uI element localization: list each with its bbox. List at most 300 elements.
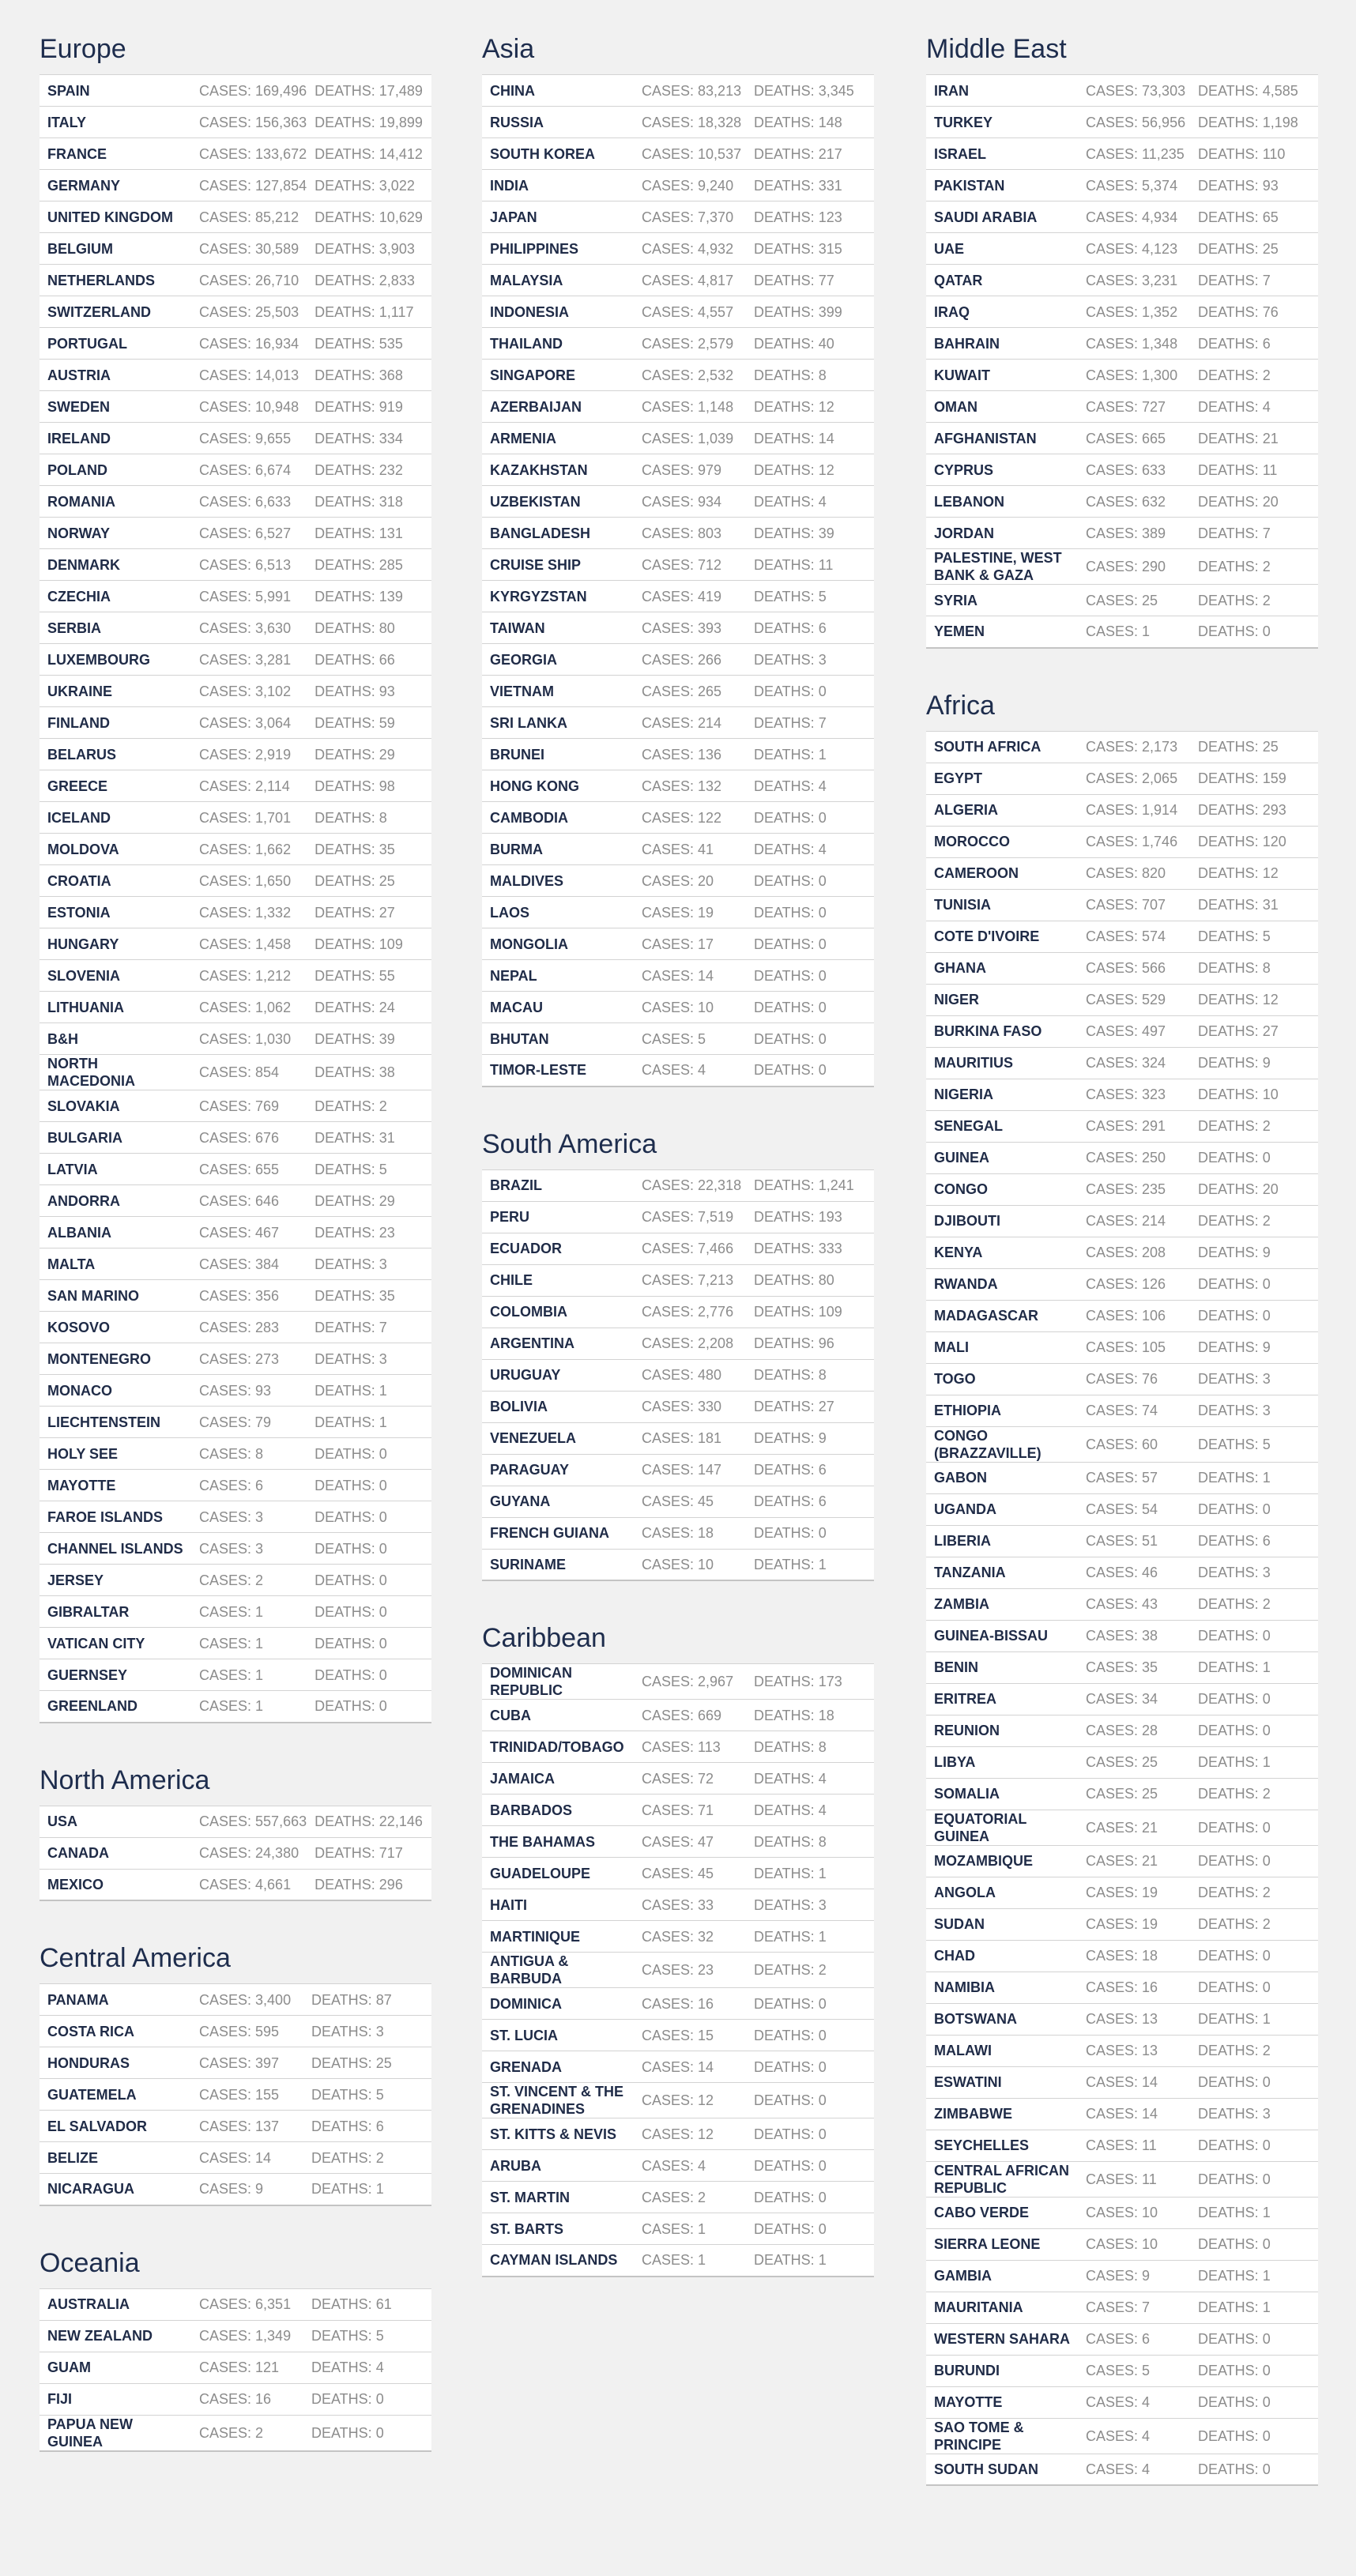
cases-value: 25: [1142, 1754, 1158, 1770]
table-row: [926, 1015, 1318, 1047]
cases-cell: [191, 865, 315, 897]
table-row: [926, 1908, 1318, 1940]
cases-label: CASES:: [199, 2181, 256, 2198]
cases-cell: [1078, 889, 1198, 921]
deaths-label: DEATHS:: [315, 967, 379, 984]
deaths-cell: [1198, 1746, 1318, 1778]
cases-value: 7: [1142, 2299, 1151, 2315]
cases-cell: [1078, 518, 1198, 549]
table-row: [926, 1746, 1318, 1778]
table-row: [40, 1154, 431, 1185]
deaths-value: 2: [1262, 1213, 1271, 1229]
country-name: BOTSWANA: [934, 2011, 1017, 2027]
table-row: [926, 585, 1318, 616]
deaths-cell: [315, 486, 431, 518]
cases-value: 2: [698, 2189, 706, 2205]
cases-label: CASES:: [199, 1813, 256, 1829]
deaths-cell: [1198, 2386, 1318, 2418]
table-row: [40, 739, 431, 770]
deaths-cell: [315, 834, 431, 865]
deaths-label: DEATHS:: [1198, 1213, 1263, 1229]
deaths-value: 0: [379, 1572, 387, 1588]
cases-value: 330: [698, 1399, 722, 1414]
country-name: ARGENTINA: [490, 1335, 574, 1351]
cases-label: CASES:: [199, 1350, 256, 1367]
table-row: [482, 518, 874, 549]
cases-cell: [634, 1486, 754, 1517]
cases-label: CASES:: [1086, 2205, 1143, 2220]
country-name: CENTRAL AFRICAN REPUBLIC: [934, 2162, 1069, 2196]
cases-value: 25: [1142, 1786, 1158, 1802]
cases-cell: [634, 1953, 754, 1988]
deaths-label: DEATHS:: [1198, 834, 1263, 849]
deaths-cell: [754, 391, 874, 423]
table-row: [40, 770, 431, 802]
table-row: [482, 1201, 874, 1233]
deaths-label: DEATHS:: [754, 2252, 819, 2269]
deaths-cell: [315, 170, 431, 201]
deaths-value: 1: [1262, 1754, 1271, 1770]
table-row: [482, 1169, 874, 1201]
cases-label: CASES:: [199, 1161, 256, 1177]
cases-cell: [191, 1217, 315, 1248]
cases-label: CASES:: [642, 746, 699, 763]
table-row: [40, 170, 431, 201]
cases-value: 11: [1142, 2137, 1157, 2153]
deaths-cell: [754, 2182, 874, 2213]
cases-cell: [191, 581, 315, 612]
cases-cell: [191, 1154, 315, 1185]
cases-label: CASES:: [199, 2328, 256, 2344]
deaths-label: DEATHS:: [1198, 2236, 1263, 2252]
cases-cell: [1078, 1715, 1198, 1746]
cases-label: CASES:: [1086, 1853, 1143, 1869]
deaths-label: DEATHS:: [754, 461, 819, 478]
cases-value: 13: [1142, 2043, 1158, 2058]
cases-label: CASES:: [642, 1995, 699, 2012]
column-middle: [482, 30, 874, 2315]
table-row: [926, 763, 1318, 794]
deaths-value: 20: [1262, 1181, 1279, 1197]
country-name: MACAU: [490, 999, 543, 1015]
country-name: TIMOR-LESTE: [490, 1062, 586, 1079]
cases-value: 2: [255, 1572, 264, 1588]
cases-value: 14: [698, 967, 714, 984]
deaths-cell: [754, 1264, 874, 1296]
cases-value: 14: [1142, 2074, 1158, 2090]
cases-value: 1,458: [255, 936, 292, 952]
cases-label: CASES:: [642, 809, 699, 826]
country-name: LIBERIA: [934, 1533, 991, 1549]
country-name: SIERRA LEONE: [934, 2236, 1041, 2252]
column-right: [926, 30, 1318, 2524]
deaths-value: 55: [379, 967, 395, 984]
deaths-label: DEATHS:: [1198, 209, 1263, 225]
deaths-label: DEATHS:: [1198, 367, 1263, 383]
country-name: ISRAEL: [934, 145, 987, 162]
cases-label: CASES:: [1086, 240, 1143, 257]
deaths-cell: [315, 612, 431, 644]
deaths-label: DEATHS:: [315, 1876, 379, 1892]
deaths-cell: [1198, 731, 1318, 763]
cases-value: 676: [255, 1129, 280, 1146]
deaths-value: 1,117: [379, 303, 414, 320]
cases-value: 646: [255, 1192, 280, 1209]
deaths-label: DEATHS:: [1198, 2363, 1263, 2378]
cases-cell: [1078, 423, 1198, 454]
table-row: [482, 170, 874, 201]
deaths-value: 66: [379, 651, 395, 668]
cases-value: 51: [1142, 1533, 1158, 1549]
cases-value: 208: [1142, 1245, 1166, 1260]
cases-cell: [1078, 1300, 1198, 1331]
deaths-label: DEATHS:: [754, 2157, 819, 2174]
table-row: [482, 1517, 874, 1549]
deaths-cell: [754, 1763, 874, 1795]
table-row: [40, 2142, 431, 2174]
deaths-cell: [754, 1953, 874, 1988]
cases-value: 4: [698, 1062, 706, 1079]
deaths-label: DEATHS:: [1198, 1436, 1263, 1452]
cases-label: CASES:: [642, 2220, 699, 2237]
cases-cell: [1078, 170, 1198, 201]
cases-label: CASES:: [1086, 2427, 1143, 2444]
deaths-cell: [1198, 1525, 1318, 1557]
deaths-value: 5: [818, 588, 827, 604]
cases-cell: [634, 2245, 754, 2277]
cases-value: 934: [698, 493, 722, 510]
table-row: [40, 2047, 431, 2079]
deaths-label: DEATHS:: [754, 2126, 819, 2142]
cases-label: CASES:: [1086, 1118, 1143, 1134]
cases-cell: [1078, 763, 1198, 794]
country-name: GUAM: [47, 2359, 91, 2375]
cases-cell: [1078, 2355, 1198, 2386]
deaths-value: 123: [818, 209, 842, 225]
cases-value: 73,303: [1142, 82, 1186, 99]
deaths-value: 0: [1262, 1150, 1271, 1166]
cases-label: CASES:: [1086, 1596, 1143, 1612]
deaths-label: DEATHS:: [315, 461, 379, 478]
cases-cell: [634, 2020, 754, 2051]
table-row: [926, 731, 1318, 763]
table-row: [482, 707, 874, 739]
cases-label: CASES:: [642, 2027, 699, 2043]
country-name: GUYANA: [490, 1493, 551, 1509]
deaths-cell: [754, 865, 874, 897]
cases-value: 2,532: [698, 367, 734, 383]
cases-value: 1: [698, 2220, 706, 2237]
cases-label: CASES:: [1086, 592, 1143, 608]
deaths-label: DEATHS:: [1198, 739, 1263, 755]
table-row: [926, 984, 1318, 1015]
deaths-cell: [1198, 921, 1318, 952]
deaths-value: 21: [1262, 430, 1279, 446]
country-table: [926, 74, 1318, 649]
deaths-value: 0: [818, 2157, 827, 2174]
deaths-label: DEATHS:: [315, 1666, 379, 1683]
cases-label: CASES:: [199, 1572, 256, 1588]
table-row: [926, 1300, 1318, 1331]
cases-value: 5,374: [1142, 177, 1178, 194]
cases-cell: [634, 897, 754, 928]
table-row: [926, 1588, 1318, 1620]
cases-label: CASES:: [199, 335, 256, 352]
deaths-cell: [311, 2288, 431, 2320]
deaths-cell: [315, 1343, 431, 1375]
cases-label: CASES:: [199, 809, 256, 826]
deaths-cell: [1198, 1588, 1318, 1620]
country-name: MONACO: [47, 1382, 112, 1399]
deaths-value: 0: [379, 1698, 387, 1715]
cases-cell: [634, 676, 754, 707]
cases-label: CASES:: [642, 1674, 699, 1689]
region-title: North America: [40, 1764, 210, 1795]
cases-cell: [1078, 1588, 1198, 1620]
cases-cell: [634, 865, 754, 897]
region-middle-east: [926, 30, 1318, 649]
deaths-label: DEATHS:: [1198, 114, 1263, 130]
table-row: [40, 265, 431, 296]
cases-label: CASES:: [199, 936, 256, 952]
deaths-value: 8: [818, 1738, 827, 1755]
cases-label: CASES:: [1086, 1628, 1143, 1644]
cases-cell: [634, 1264, 754, 1296]
table-row: [926, 2418, 1318, 2454]
table-row: [40, 865, 431, 897]
deaths-label: DEATHS:: [315, 620, 379, 636]
table-row: [926, 2066, 1318, 2098]
cases-label: CASES:: [199, 1129, 256, 1146]
country-name: DJIBOUTI: [934, 1213, 1001, 1229]
cases-cell: [191, 1869, 315, 1900]
deaths-cell: [1198, 2292, 1318, 2323]
cases-cell: [191, 802, 315, 834]
deaths-cell: [311, 2016, 431, 2047]
deaths-label: DEATHS:: [1198, 1055, 1263, 1071]
deaths-value: 77: [818, 272, 834, 288]
deaths-cell: [754, 296, 874, 328]
cases-label: CASES:: [199, 303, 256, 320]
deaths-value: 399: [818, 303, 842, 320]
table-row: [926, 1142, 1318, 1173]
deaths-value: 333: [818, 1241, 842, 1256]
deaths-label: DEATHS:: [754, 145, 819, 162]
country-name: ST. LUCIA: [490, 2027, 559, 2043]
region-title: Oceania: [40, 2247, 140, 2278]
deaths-value: 109: [818, 1304, 842, 1320]
table-row: [482, 1359, 874, 1391]
deaths-label: DEATHS:: [1198, 2074, 1263, 2090]
deaths-label: DEATHS:: [315, 1635, 379, 1651]
cases-value: 46: [1142, 1565, 1158, 1580]
cases-cell: [634, 1664, 754, 1700]
table-row: [482, 1422, 874, 1454]
country-name: NETHERLANDS: [47, 272, 156, 288]
deaths-label: DEATHS:: [311, 2424, 376, 2441]
cases-cell: [191, 2142, 311, 2174]
deaths-value: 22,146: [379, 1813, 423, 1829]
deaths-cell: [315, 1596, 431, 1628]
region-north-america: [40, 1761, 431, 1902]
cases-cell: [191, 644, 315, 676]
deaths-label: DEATHS:: [1198, 960, 1263, 976]
deaths-cell: [1198, 1015, 1318, 1047]
deaths-label: DEATHS:: [1198, 1245, 1263, 1260]
country-name: UKRAINE: [47, 683, 113, 699]
cases-cell: [634, 1422, 754, 1454]
deaths-value: 39: [818, 525, 834, 541]
table-row: [40, 486, 431, 518]
cases-value: 71: [698, 1802, 714, 1818]
cases-label: CASES:: [642, 841, 699, 857]
deaths-value: 0: [1262, 1691, 1271, 1707]
table-row: [926, 1395, 1318, 1426]
deaths-value: 0: [1262, 2074, 1271, 2090]
table-row: [926, 391, 1318, 423]
deaths-label: DEATHS:: [315, 809, 379, 826]
cases-value: 1,662: [255, 841, 292, 857]
deaths-value: 3: [379, 1350, 387, 1367]
deaths-label: DEATHS:: [754, 1770, 819, 1787]
deaths-label: DEATHS:: [1198, 1659, 1263, 1675]
cases-label: CASES:: [642, 1030, 699, 1047]
country-name: MAYOTTE: [47, 1477, 116, 1493]
cases-value: 74: [1142, 1403, 1158, 1418]
deaths-label: DEATHS:: [315, 588, 379, 604]
cases-value: 4: [1142, 2394, 1151, 2410]
deaths-cell: [315, 644, 431, 676]
deaths-cell: [1198, 170, 1318, 201]
cases-cell: [1078, 1142, 1198, 1173]
deaths-cell: [754, 1664, 874, 1700]
deaths-value: 0: [379, 1477, 387, 1493]
cases-value: 6,351: [255, 2296, 292, 2312]
country-name: MALDIVES: [490, 872, 564, 889]
cases-cell: [191, 1691, 315, 1723]
table-row: [926, 328, 1318, 360]
cases-cell: [1078, 2323, 1198, 2355]
deaths-cell: [1198, 1778, 1318, 1810]
deaths-value: 0: [375, 2391, 384, 2407]
cases-cell: [1078, 2197, 1198, 2228]
country-name: CYPRUS: [934, 461, 994, 478]
deaths-cell: [754, 707, 874, 739]
cases-label: CASES:: [642, 588, 699, 604]
cases-label: CASES:: [199, 1876, 256, 1892]
deaths-cell: [1198, 328, 1318, 360]
country-name: COTE D'IVOIRE: [934, 928, 1040, 944]
cases-value: 18: [698, 1525, 714, 1541]
table-row: [926, 1110, 1318, 1142]
table-row: [926, 2454, 1318, 2485]
cases-label: CASES:: [1086, 1213, 1143, 1229]
deaths-cell: [1198, 616, 1318, 648]
cases-label: CASES:: [199, 240, 256, 257]
deaths-cell: [1198, 1079, 1318, 1110]
cases-label: CASES:: [1086, 802, 1143, 818]
cases-value: 290: [1142, 559, 1166, 574]
deaths-label: DEATHS:: [1198, 592, 1263, 608]
cases-label: CASES:: [1086, 1819, 1143, 1836]
deaths-value: 24: [379, 999, 395, 1015]
country-name: LATVIA: [47, 1161, 98, 1177]
deaths-cell: [1198, 857, 1318, 889]
cases-cell: [1078, 1331, 1198, 1363]
cases-label: CASES:: [199, 209, 256, 225]
cases-label: CASES:: [199, 1256, 256, 1272]
cases-value: 655: [255, 1161, 280, 1177]
cases-value: 19: [1142, 1916, 1158, 1932]
deaths-label: DEATHS:: [754, 1493, 819, 1509]
deaths-cell: [315, 1055, 431, 1090]
cases-cell: [1078, 1908, 1198, 1940]
table-row: [926, 1173, 1318, 1205]
deaths-cell: [1198, 2323, 1318, 2355]
deaths-label: DEATHS:: [315, 841, 379, 857]
deaths-label: DEATHS:: [1198, 865, 1263, 881]
deaths-cell: [315, 1470, 431, 1501]
deaths-cell: [1198, 1493, 1318, 1525]
cases-label: CASES:: [199, 588, 256, 604]
deaths-label: DEATHS:: [1198, 1470, 1263, 1486]
cases-label: CASES:: [1086, 430, 1143, 446]
deaths-cell: [754, 233, 874, 265]
cases-value: 7,213: [698, 1272, 734, 1288]
cases-label: CASES:: [199, 620, 256, 636]
table-row: [40, 1869, 431, 1900]
table-row: [40, 644, 431, 676]
cases-label: CASES:: [199, 1414, 256, 1430]
deaths-value: 2: [1262, 592, 1271, 608]
deaths-value: 1: [1262, 2268, 1271, 2284]
deaths-value: 0: [1262, 2137, 1271, 2153]
deaths-label: DEATHS:: [315, 1350, 379, 1367]
deaths-label: DEATHS:: [315, 1603, 379, 1620]
deaths-cell: [315, 1154, 431, 1185]
cases-cell: [191, 770, 315, 802]
deaths-value: 0: [1262, 1819, 1271, 1836]
country-name: ARMENIA: [490, 430, 556, 446]
country-name: HONG KONG: [490, 778, 580, 794]
table-row: [40, 960, 431, 992]
country-name: MONTENEGRO: [47, 1350, 152, 1367]
table-row: [926, 1079, 1318, 1110]
table-row: [40, 1185, 431, 1217]
cases-value: 2,776: [698, 1304, 734, 1320]
cases-label: CASES:: [199, 398, 256, 415]
cases-cell: [191, 2352, 311, 2383]
country-name: NORTH MACEDONIA: [47, 1056, 135, 1089]
cases-cell: [634, 1055, 754, 1087]
deaths-label: DEATHS:: [1198, 1885, 1263, 1900]
cases-label: CASES:: [642, 335, 699, 352]
cases-cell: [634, 360, 754, 391]
table-row: [926, 794, 1318, 826]
country-name: ST. BARTS: [490, 2220, 564, 2237]
deaths-value: 1: [1262, 1470, 1271, 1486]
deaths-label: DEATHS:: [315, 1030, 379, 1047]
deaths-cell: [1198, 1047, 1318, 1079]
cases-label: CASES:: [1086, 1501, 1143, 1517]
country-name: COLOMBIA: [490, 1304, 567, 1320]
deaths-label: DEATHS:: [311, 1991, 376, 2008]
cases-value: 3,231: [1142, 272, 1178, 288]
country-name: VATICAN CITY: [47, 1635, 145, 1651]
cases-cell: [634, 1517, 754, 1549]
deaths-cell: [311, 2111, 431, 2142]
deaths-cell: [754, 1517, 874, 1549]
